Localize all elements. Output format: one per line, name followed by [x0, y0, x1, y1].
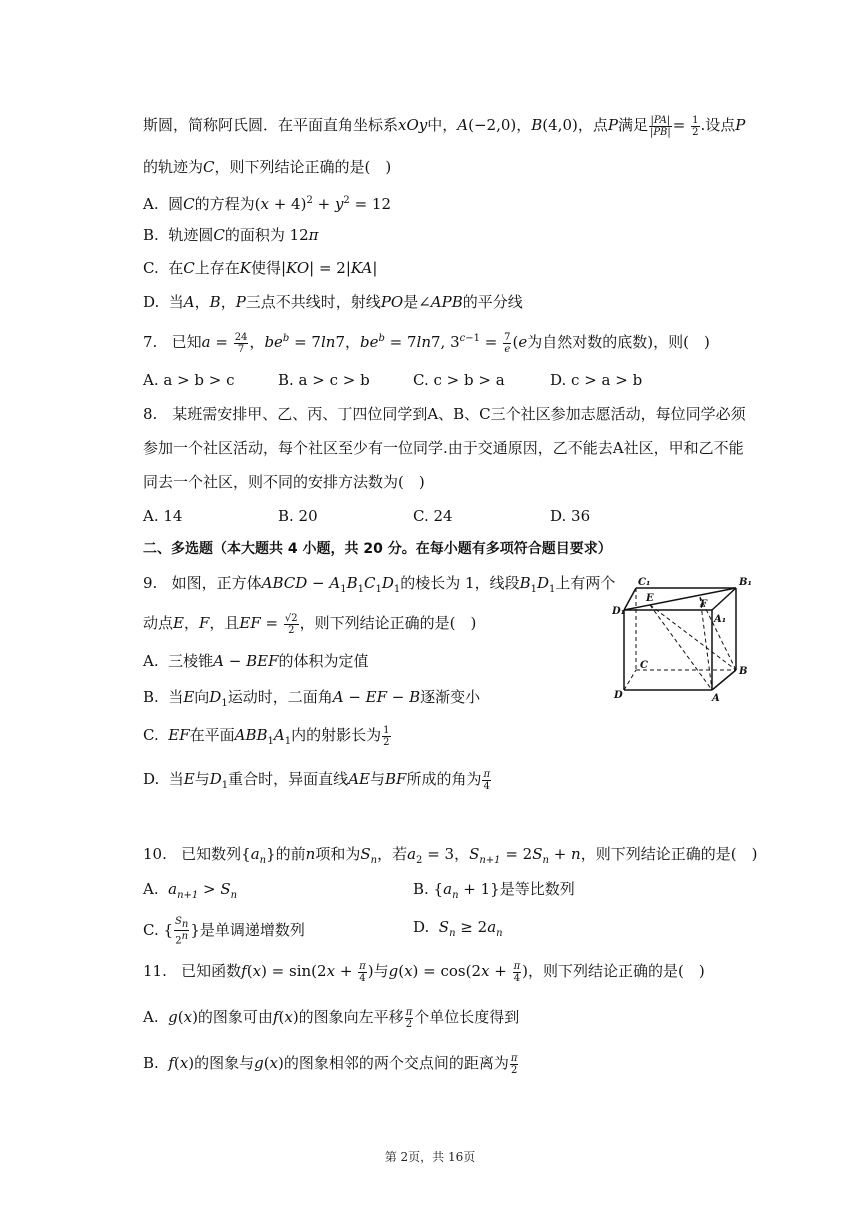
q10-option-c: C. { $\frac{S_n}{2^n}$ }是单调递增数列 — [143, 916, 305, 947]
label-b: B — [739, 666, 748, 677]
q7-options — [143, 369, 783, 391]
label-d: D — [614, 690, 623, 701]
q7-option-a: A. a > b > c — [143, 371, 235, 389]
q9-option-c: C. EF在平面$ABB_1A_1$内的射影长为 $\frac{1}{2}$ — [143, 724, 390, 748]
intro-option-a: A. 圆C的方程为$(x + 4)^2 + y^2 = 12$ — [143, 195, 391, 213]
q10-option-a: A. $a_{n+1} > S_n$ — [143, 880, 238, 901]
q7-option-d: D. c > a > b — [550, 371, 643, 389]
q7-stem: 7. 已知a = $\frac{24}{7}$ ，$be^b = 7\ln 7$，$be^b = 7\ln 7$, $3^{c-1}$ = $\frac{7}{e}$ (e为自然对数的底数)，则( ) — [143, 331, 710, 355]
q8-option-d: D. 36 — [550, 507, 591, 525]
q7-option-c: C. c > b > a — [413, 371, 505, 389]
q9-line-2: 动点E，F，且EF = $\frac{√2}{2}$ ，则下列结论正确的是( ) — [143, 612, 477, 636]
q11-option-b: B. f(x)的图象与g(x)的图象相邻的两个交点间的距离为 $\frac{\pi}{2}$ — [143, 1052, 518, 1076]
label-a: A — [712, 693, 720, 704]
label-c: C — [640, 660, 648, 671]
q8-option-a: A. 14 — [143, 507, 183, 525]
q9-option-d: D. 当E与$D_1$重合时，异面直线AE与BF所成的角为 $\frac{\pi}{4}$ — [143, 768, 491, 792]
q8-line-2: 参加一个社区活动，每个社区至少有一位同学.由于交通原因，乙不能去A社区，甲和乙不能 — [143, 439, 744, 457]
q9-option-a: A. 三棱锥A − BEF的体积为定值 — [143, 652, 369, 670]
page-footer: 第 2页，共 16页 — [384, 1150, 476, 1164]
q8-option-b: B. 20 — [278, 507, 318, 525]
q10-row-1 — [143, 878, 783, 900]
label-d1: D₁ — [612, 606, 626, 617]
intro-line-1: 斯圆，简称阿氏圆．在平面直角坐标系xOy中，A(−2,0)，B(4,0)，点P满足 $\frac{|PA|}{|PB|}$ = $\frac{1}{2}$ .设点P — [143, 114, 746, 138]
section-heading: 二、多选题（本大题共 4 小题，共 20 分。在每小题有多项符合题目要求） — [143, 541, 612, 557]
cube-figure — [612, 574, 762, 704]
label-e: E — [646, 593, 654, 604]
intro-option-d: D. 当A，B，P三点不共线时，射线PO是∠APB的平分线 — [143, 293, 523, 311]
q8-line-3: 同去一个社区，则不同的安排方法数为( ) — [143, 473, 425, 491]
q8-option-c: C. 24 — [413, 507, 453, 525]
label-f: F — [700, 599, 708, 610]
q9-line-1: 9. 如图，正方体ABCD − $A_1B_1C_1D_1$的棱长为 1，线段$B_1D_1$上有两个 — [143, 574, 616, 595]
intro-line-2: 的轨迹为C，则下列结论正确的是( ) — [143, 158, 392, 176]
q10-option-d: D. $S_n \ge 2a_n$ — [413, 918, 503, 939]
intro-option-b: B. 轨迹圆C的面积为 12π — [143, 226, 319, 244]
intro-option-c: C. 在C上存在K使得|KO| = 2|KA| — [143, 259, 378, 277]
q10-option-b: B. $\{a_n + 1\}$是等比数列 — [413, 880, 575, 901]
q11-option-a: A. g(x)的图象可由f(x)的图象向左平移 $\frac{\pi}{2}$ 个单位长度得到 — [143, 1006, 520, 1030]
q8-line-1: 8. 某班需安排甲、乙、丙、丁四位同学到A、B、C三个社区参加志愿活动，每位同学必须 — [143, 405, 746, 423]
q10-row-2 — [143, 916, 783, 947]
q7-option-b: B. a > c > b — [278, 371, 370, 389]
q11-stem: 11. 已知函数f(x) = sin(2x + $\frac{\pi}{4}$ )与g(x) = cos(2x + $\frac{\pi}{4}$ )，则下列结论正确的是( ) — [143, 960, 705, 984]
label-a1: A₁ — [714, 614, 727, 625]
q8-options — [143, 505, 783, 527]
q9-option-b: B. 当E向$D_1$运动时，二面角A − EF − B逐渐变小 — [143, 688, 481, 709]
label-c1: C₁ — [638, 577, 651, 588]
label-b1: B₁ — [739, 577, 752, 588]
q10-stem: 10. 已知数列$\{a_n\}$的前n项和为$S_n$，若$a_2 = 3$，$S_{n+1} = 2S_n + n$，则下列结论正确的是( ) — [143, 845, 758, 866]
